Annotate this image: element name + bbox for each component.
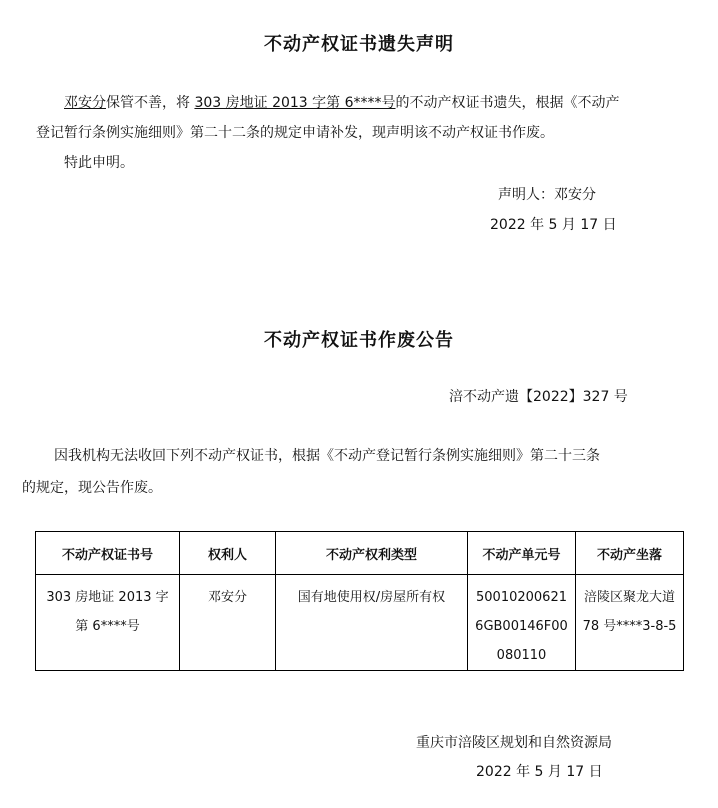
cell-right-type: 国有地使用权/房屋所有权 bbox=[276, 575, 468, 671]
statement-name: 邓安分 bbox=[64, 95, 106, 111]
header-right-type: 不动产权利类型 bbox=[276, 532, 468, 575]
announcement-line-1: 因我机构无法收回下列不动产权证书，根据《不动产登记暂行条例实施细则》第二十三条 bbox=[54, 448, 600, 464]
announcement-doc-no: 涪不动产遗【2022】327 号 bbox=[449, 389, 628, 405]
announcement-line-2: 的规定，现公告作废。 bbox=[22, 480, 162, 496]
statement-date: 2022 年 5 月 17 日 bbox=[490, 217, 617, 233]
cell-unit-no: 500102006216GB00146F00080110 bbox=[468, 575, 576, 671]
statement-line-1 bbox=[64, 88, 620, 118]
declarant-name: 邓安分 bbox=[554, 187, 596, 203]
announcement-issuer: 重庆市涪陵区规划和自然资源局 bbox=[416, 735, 612, 751]
cell-location: 涪陵区聚龙大道 78 号****3-8-5 bbox=[576, 575, 684, 671]
table-header-row bbox=[36, 532, 684, 575]
statement-text-2: 的不动产权证书遗失，根据《不动产 bbox=[395, 95, 620, 111]
statement-line-2: 登记暂行条例实施细则》第二十二条的规定申请补发，现声明该不动产权证书作废。 bbox=[36, 125, 554, 141]
announcement-title: 不动产权证书作废公告 bbox=[264, 330, 454, 351]
header-location: 不动产坐落 bbox=[576, 532, 684, 575]
header-owner: 权利人 bbox=[180, 532, 276, 575]
cell-owner: 邓安分 bbox=[180, 575, 276, 671]
declarant-label: 声明人： bbox=[498, 187, 554, 203]
header-unit-no: 不动产单元号 bbox=[468, 532, 576, 575]
header-cert-no: 不动产权证书号 bbox=[36, 532, 180, 575]
statement-title: 不动产权证书遗失声明 bbox=[264, 34, 454, 55]
statement-special: 特此申明。 bbox=[64, 155, 134, 171]
table-row bbox=[36, 575, 684, 671]
statement-declarant bbox=[498, 180, 596, 210]
announcement-date: 2022 年 5 月 17 日 bbox=[476, 764, 603, 780]
cell-cert-no: 303 房地证 2013 字第 6****号 bbox=[36, 575, 180, 671]
void-certificate-table bbox=[35, 531, 684, 671]
statement-cert-no: 303 房地证 2013 字第 6****号 bbox=[194, 95, 396, 111]
statement-text-1: 保管不善，将 bbox=[106, 95, 195, 111]
